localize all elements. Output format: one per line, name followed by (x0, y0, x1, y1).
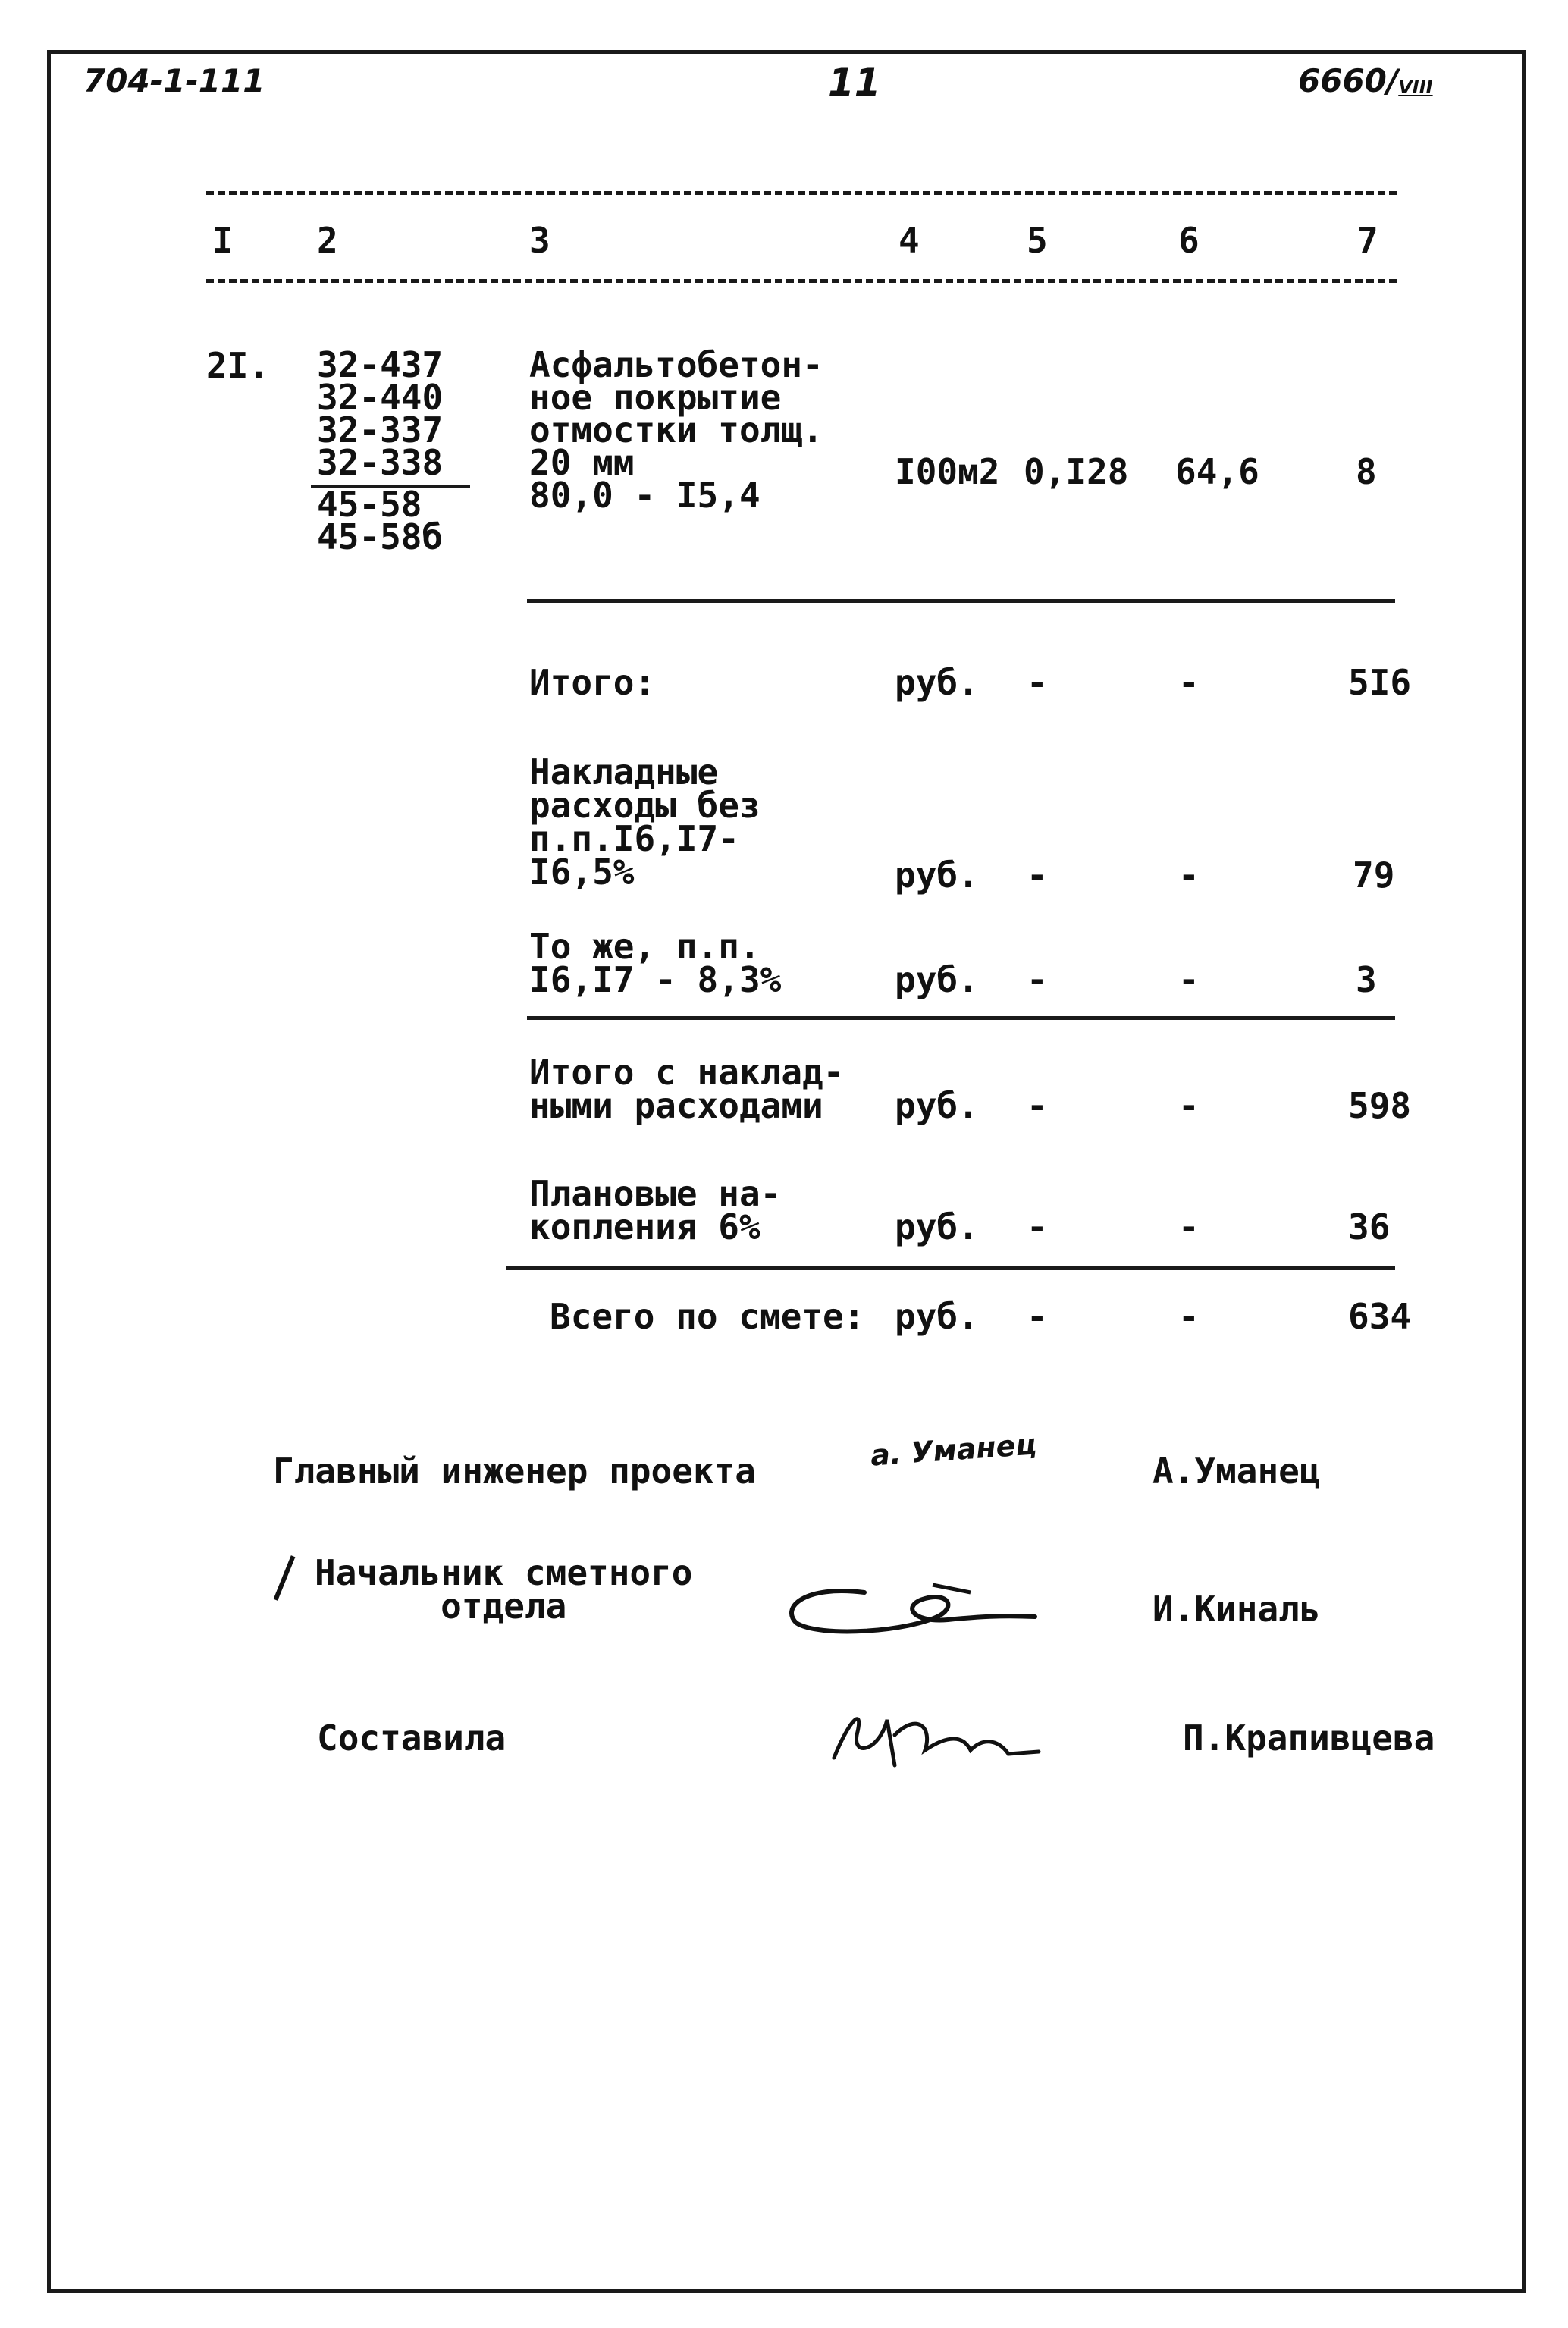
name-chief-engineer: А.Уманец (1152, 1451, 1321, 1492)
row-bottom-rule (527, 599, 1395, 603)
header-bottom-rule (206, 279, 1397, 283)
col-5: 5 (1027, 220, 1048, 261)
summary-total-overhead: 79 (1353, 855, 1395, 896)
signature-compiled-by (819, 1690, 1069, 1781)
summary-unit-with-overhead: руб. (895, 1085, 979, 1126)
summary-label-planned: Плановые на- копления 6% (529, 1173, 782, 1247)
summary-c6-with-overhead: - (1178, 1085, 1200, 1126)
row-codes-above: 32-437 32-440 32-337 32-338 (317, 344, 444, 483)
summary-label-itogo: Итого: (529, 662, 656, 703)
summary-total-with-overhead: 598 (1348, 1085, 1412, 1126)
summary-c6-overhead: - (1178, 855, 1200, 896)
row-total: 8 (1356, 451, 1377, 492)
row-price: 64,6 (1175, 451, 1259, 492)
grand-total-label: Всего по смете: (550, 1296, 865, 1337)
summary-total-planned: 36 (1348, 1206, 1391, 1247)
handwritten-name-chief: а. Уманец (869, 1427, 1038, 1473)
grand-total-c6: - (1178, 1296, 1200, 1337)
col-4: 4 (898, 220, 920, 261)
row-number: 2I. (206, 345, 270, 386)
summary-unit-overhead: руб. (895, 855, 979, 896)
doc-id-sub: VIII (1398, 77, 1433, 98)
summary-c6-same: - (1178, 959, 1200, 1000)
summary-label-with-overhead: Итого с наклад- ными расходами (529, 1052, 845, 1126)
overhead-bottom-rule (527, 1016, 1395, 1020)
row-description: Асфальтобетон- ное покрытие отмостки толщ. 20 мм 80,0 - I5,4 (529, 344, 823, 516)
name-estimate-head: И.Киналь (1152, 1589, 1321, 1630)
role-compiled-by: Составила (317, 1718, 506, 1759)
col-1: I (212, 220, 234, 261)
row-qty: 0,I28 (1024, 451, 1129, 492)
page-number: 11 (828, 61, 881, 105)
grand-total-c5: - (1027, 1296, 1048, 1337)
row-codes-below: 45-58 45-58б (317, 484, 444, 557)
summary-c5-planned: - (1027, 1206, 1048, 1247)
summary-unit-planned: руб. (895, 1206, 979, 1247)
summary-unit-itogo: руб. (895, 662, 979, 703)
doc-id: 6660/VIII (1298, 62, 1433, 99)
summary-total-same: 3 (1356, 959, 1377, 1000)
name-compiled-by: П.Крапивцева (1183, 1718, 1435, 1759)
summary-label-overhead: Накладные расходы без п.п.I6,I7- I6,5% (529, 751, 760, 893)
col-6: 6 (1178, 220, 1200, 261)
doc-code: 704-1-111 (83, 62, 265, 99)
row-unit: I00м2 (895, 451, 1000, 492)
summary-c5-overhead: - (1027, 855, 1048, 896)
signature-estimate-head (773, 1562, 1046, 1646)
col-7: 7 (1357, 220, 1378, 261)
summary-total-itogo: 5I6 (1348, 662, 1412, 703)
summary-label-same: То же, п.п. I6,I7 - 8,3% (529, 926, 782, 1000)
summary-c5-with-overhead: - (1027, 1085, 1048, 1126)
col-3: 3 (529, 220, 550, 261)
role-chief-engineer: Главный инженер проекта (273, 1451, 756, 1492)
summary-c6-itogo: - (1178, 662, 1200, 703)
summary-c5-same: - (1027, 959, 1048, 1000)
summary-c6-planned: - (1178, 1206, 1200, 1247)
header-top-rule (206, 191, 1397, 195)
col-2: 2 (317, 220, 338, 261)
summary-c5-itogo: - (1027, 662, 1048, 703)
role-estimate-head: Начальник сметного отдела (315, 1552, 693, 1627)
grand-total-value: 634 (1348, 1296, 1412, 1337)
grand-total-unit: руб. (895, 1296, 979, 1337)
summary-unit-same: руб. (895, 959, 979, 1000)
grand-total-rule (506, 1266, 1395, 1270)
